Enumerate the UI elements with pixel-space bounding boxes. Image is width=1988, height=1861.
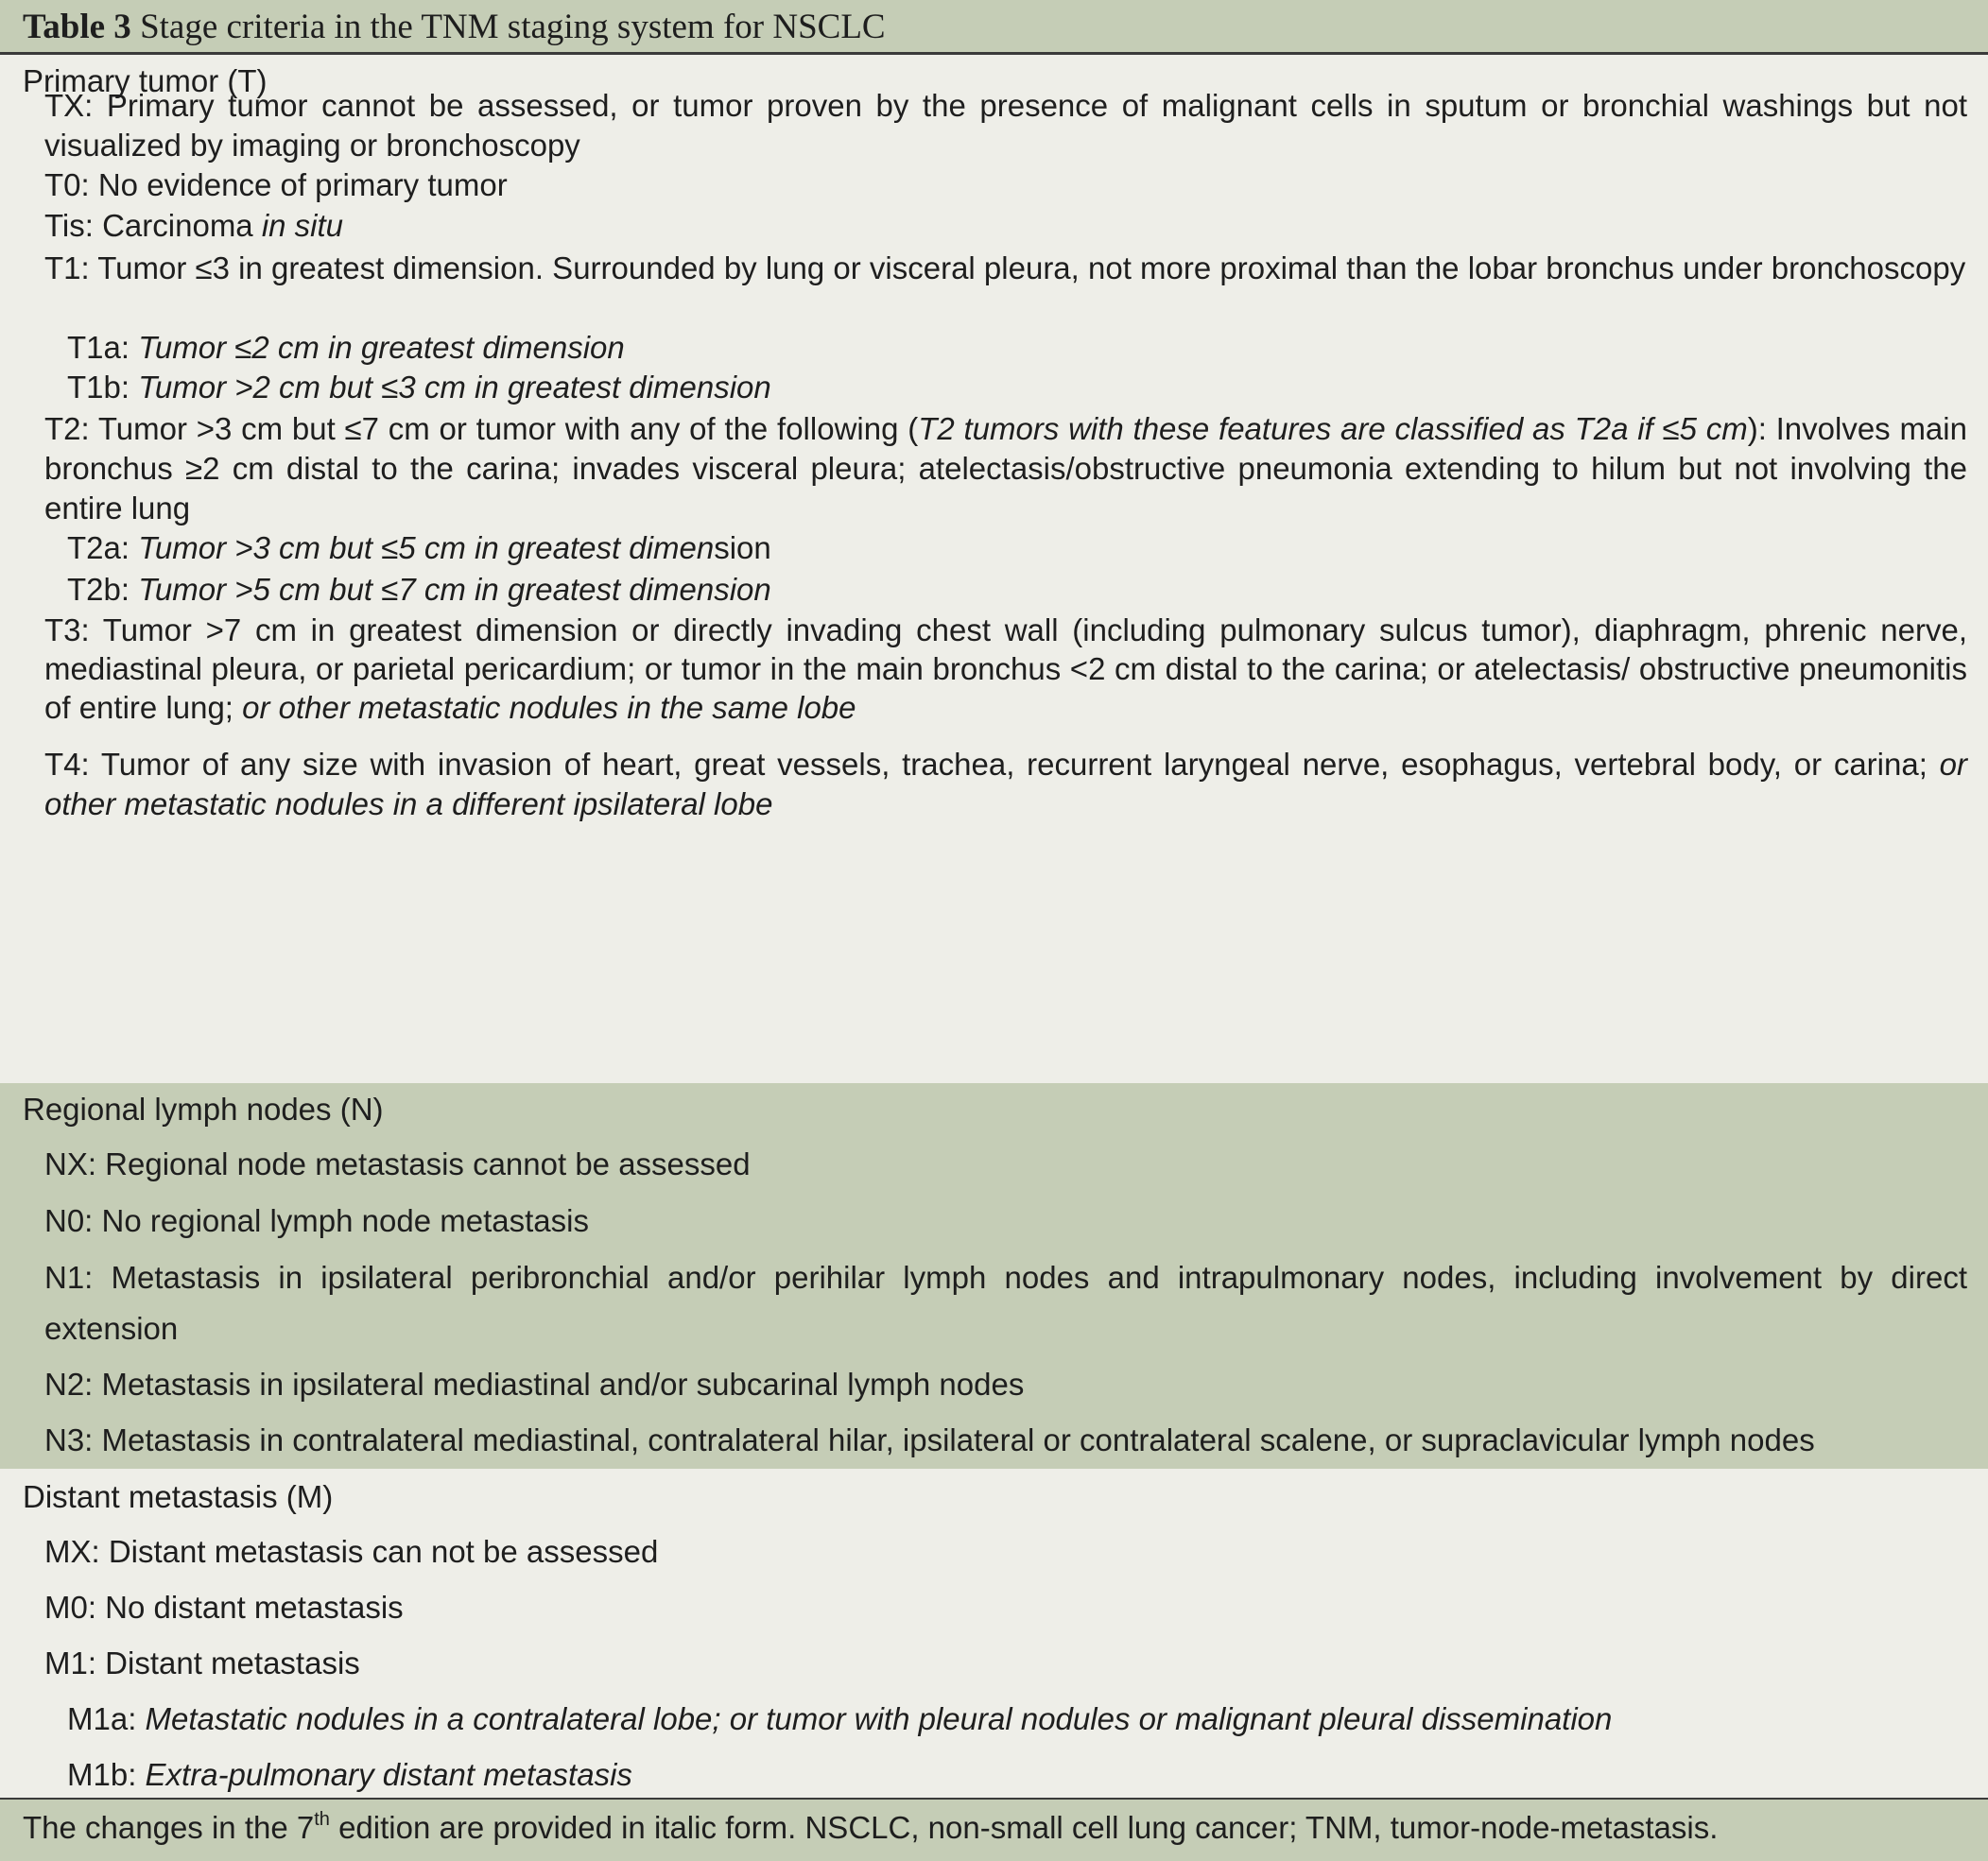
criterion-m1b-text: Extra-pulmonary distant metastasis bbox=[145, 1757, 632, 1792]
criterion-t4-italic: or other metastatic nodules in a different ipsilateral lobe bbox=[44, 747, 1967, 821]
criterion-n0: N0: No regional lymph node metastasis bbox=[44, 1203, 589, 1238]
section-heading-n: Regional lymph nodes (N) bbox=[23, 1092, 384, 1127]
criterion-t2a-italic: Tumor >3 cm but ≤5 cm in greatest dimen bbox=[138, 530, 715, 565]
criterion-t3-italic: or other metastatic nodules in the same lobe bbox=[242, 690, 856, 725]
criterion-t1a-text: Tumor ≤2 cm in greatest dimension bbox=[138, 330, 625, 365]
section-heading-m: Distant metastasis (M) bbox=[23, 1479, 334, 1514]
criterion-t4-pre: T4: Tumor of any size with invasion of heart, great vessels, trachea, recurrent laryngeal nerve, esophagus, vertebral body, or carina; bbox=[44, 747, 1940, 782]
criterion-t2-post: ): Involves main bronchus ≥2 cm distal to the carina; invades visceral pleura; atelectasis/obstructive pneumonia extending to hilum but not involving the entire lung bbox=[44, 411, 1967, 526]
criterion-tis-label: Tis: Carcinoma bbox=[44, 208, 262, 243]
criterion-t2-italic: T2 tumors with these features are classified as T2a if ≤5 cm bbox=[918, 411, 1748, 446]
criterion-t3 bbox=[44, 611, 1967, 727]
section-heading-t: Primary tumor (T) bbox=[23, 63, 268, 98]
criterion-t2 bbox=[44, 409, 1967, 528]
criterion-m1a-text: Metastatic nodules in a contralateral lobe; or tumor with pleural nodules or malignant pleural dissemination bbox=[145, 1701, 1613, 1736]
table-title: Stage criteria in the TNM staging system for NSCLC bbox=[140, 8, 886, 46]
criterion-t1: T1: Tumor ≤3 in greatest dimension. Surrounded by lung or visceral pleura, not more proximal than the lobar bronchus under bronchoscopy bbox=[44, 250, 1966, 285]
criterion-t2b-label: T2b: bbox=[67, 572, 139, 607]
footnote-post: edition are provided in italic form. NSCLC, non-small cell lung cancer; TNM, tumor-node-metastasis. bbox=[329, 1810, 1719, 1845]
criterion-t1b-text: Tumor >2 cm but ≤3 cm in greatest dimension bbox=[138, 370, 771, 405]
table-number: Table 3 bbox=[23, 8, 131, 46]
criterion-t2b bbox=[67, 563, 771, 615]
criterion-m1b-label: M1b: bbox=[67, 1757, 146, 1792]
criterion-n2: N2: Metastasis in ipsilateral mediastinal and/or subcarinal lymph nodes bbox=[44, 1367, 1025, 1402]
table-footnote bbox=[0, 1800, 1988, 1861]
criterion-mx: MX: Distant metastasis can not be assessed bbox=[44, 1534, 659, 1569]
section-distant-metastasis bbox=[0, 1469, 1988, 1800]
criterion-t1a-label: T1a: bbox=[67, 330, 139, 365]
criterion-n1: N1: Metastasis in ipsilateral peribronchial and/or perihilar lymph nodes and intrapulmonary nodes, including involvement by direct extension bbox=[44, 1260, 1967, 1346]
criterion-t4 bbox=[44, 745, 1967, 824]
criterion-t1b-label: T1b: bbox=[67, 370, 139, 405]
criterion-m0: M0: No distant metastasis bbox=[44, 1590, 404, 1625]
section-primary-tumor bbox=[0, 55, 1988, 1083]
criterion-t2a-tail: sion bbox=[714, 530, 771, 565]
criterion-m1: M1: Distant metastasis bbox=[44, 1646, 360, 1680]
criterion-t3-pre: T3: Tumor >7 cm in greatest dimension or directly invading chest wall (including pulmonary sulcus tumor), diaphragm, phrenic nerve, mediastinal pleura, or parietal pericardium; or tumor in the main bronchus <2 cm distal to the carina; or atelectasis/ obstructive pneumonitis of entire lung; bbox=[44, 612, 1967, 725]
table-caption bbox=[0, 0, 1988, 55]
section-regional-lymph-nodes bbox=[0, 1083, 1988, 1469]
criterion-t0: T0: No evidence of primary tumor bbox=[44, 167, 508, 202]
criterion-t2a-label: T2a: bbox=[67, 530, 139, 565]
criterion-tx: TX: Primary tumor cannot be assessed, or tumor proven by the presence of malignant cells in sputum or bronchial washings but not visualized by imaging or bronchoscopy bbox=[44, 88, 1967, 163]
criterion-m1a bbox=[67, 1693, 1612, 1745]
criterion-tis bbox=[44, 199, 343, 251]
criterion-m1a-label: M1a: bbox=[67, 1701, 146, 1736]
criterion-m1b bbox=[67, 1749, 632, 1801]
footnote-superscript: th bbox=[314, 1809, 330, 1830]
criterion-t2b-text: Tumor >5 cm but ≤7 cm in greatest dimension bbox=[138, 572, 771, 607]
criterion-tis-italic: in situ bbox=[261, 208, 344, 243]
criterion-t1b bbox=[67, 361, 771, 413]
criterion-t2-pre: T2: Tumor >3 cm but ≤7 cm or tumor with any of the following ( bbox=[44, 411, 919, 446]
footnote-pre: The changes in the 7 bbox=[23, 1810, 315, 1845]
criterion-nx: NX: Regional node metastasis cannot be assessed bbox=[44, 1146, 751, 1181]
criterion-n3: N3: Metastasis in contralateral mediastinal, contralateral hilar, ipsilateral or contralateral scalene, or supraclavicular lymph nodes bbox=[44, 1422, 1815, 1457]
